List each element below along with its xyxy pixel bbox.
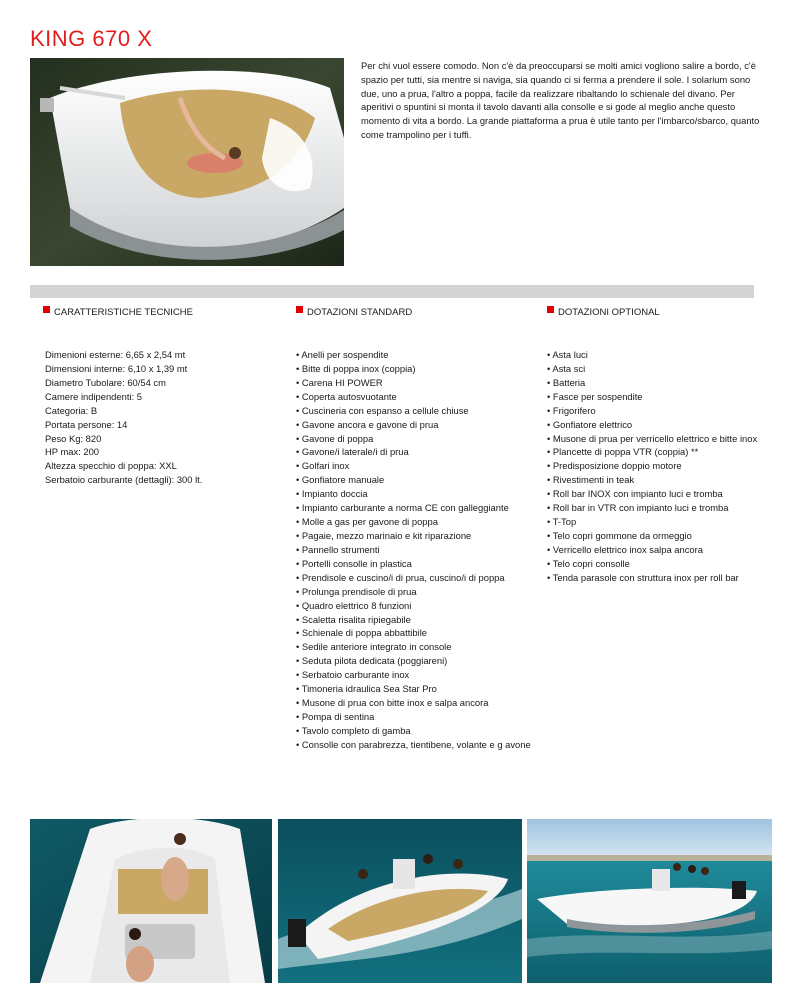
standard-equipment-list bbox=[296, 348, 536, 752]
list-item: • Bitte di poppa inox (coppia) bbox=[296, 362, 416, 374]
red-square-icon bbox=[547, 306, 554, 313]
list-item: • Scaletta risalita ripiegabile bbox=[296, 613, 411, 625]
list-item: • Roll bar INOX con impianto luci e tromba bbox=[547, 488, 723, 500]
list-item: • Gavone di poppa bbox=[296, 432, 374, 444]
list-item: Dimenioni esterne: 6,65 x 2,54 mt bbox=[45, 349, 186, 360]
list-item: • Telo copri consolle bbox=[547, 557, 630, 569]
boat-photo-1 bbox=[30, 819, 272, 983]
list-item: • Pannello strumenti bbox=[296, 543, 380, 555]
list-item: • Seduta pilota dedicata (poggiareni) bbox=[296, 655, 448, 667]
list-item: Camere indipendenti: 5 bbox=[45, 390, 142, 402]
hero-photo bbox=[30, 58, 344, 266]
list-item: • Cuscineria con espanso a cellule chiuse bbox=[296, 404, 469, 416]
list-item: • Carena HI POWER bbox=[296, 376, 383, 388]
list-item: • T-Top bbox=[547, 516, 577, 528]
standard-equipment-heading-label: DOTAZIONI STANDARD bbox=[307, 307, 413, 318]
list-item: • Musone di prua per verricello elettrico e bitte inox bbox=[547, 432, 758, 444]
optional-equipment-heading-label: DOTAZIONI OPTIONAL bbox=[558, 307, 660, 318]
list-item: • Telo copri gommone da ormeggio bbox=[547, 529, 692, 541]
list-item: • Schienale di poppa abbattibile bbox=[296, 627, 427, 639]
list-item: • Gavone ancora e gavone di prua bbox=[296, 418, 439, 430]
list-item: HP max: 200 bbox=[45, 446, 100, 458]
list-item: • Gavone/i laterale/i di prua bbox=[296, 446, 409, 458]
list-item: Peso Kg: 820 bbox=[45, 432, 102, 444]
red-square-icon bbox=[296, 306, 303, 313]
list-item: • Tavolo completo di gamba bbox=[296, 724, 411, 736]
boat-photo-3 bbox=[527, 819, 772, 983]
optional-equipment-column bbox=[547, 307, 787, 585]
section-divider bbox=[30, 285, 754, 298]
red-square-icon bbox=[43, 306, 50, 313]
list-item: • Rivestimenti in teak bbox=[547, 474, 635, 486]
list-item: • Asta sci bbox=[547, 362, 586, 374]
list-item: • Plancette di poppa VTR (coppia) ** bbox=[547, 446, 699, 458]
list-item: • Pompa di sentina bbox=[296, 710, 375, 722]
list-item: • Prolunga prendisole di prua bbox=[296, 585, 417, 597]
list-item: • Pagaie, mezzo marinaio e kit riparazione bbox=[296, 529, 472, 541]
list-item: Serbatoio carburante (dettagli): 300 lt. bbox=[45, 474, 203, 486]
list-item: Portata persone: 14 bbox=[45, 418, 128, 430]
boat-photo-2 bbox=[278, 819, 522, 983]
list-item: • Anelli per sospendite bbox=[296, 349, 389, 360]
list-item: • Impianto carburante a norma CE con galleggiante bbox=[296, 502, 509, 514]
optional-equipment-heading bbox=[547, 307, 787, 319]
list-item: • Golfari inox bbox=[296, 460, 350, 472]
list-item: • Timoneria idraulica Sea Star Pro bbox=[296, 683, 437, 695]
tech-specs-heading bbox=[43, 307, 275, 319]
list-item: Altezza specchio di poppa: XXL bbox=[45, 460, 177, 472]
list-item: • Gonfiatore manuale bbox=[296, 474, 385, 486]
list-item: • Fasce per sospendite bbox=[547, 390, 643, 402]
tech-specs-list bbox=[45, 348, 275, 487]
optional-equipment-list bbox=[547, 348, 787, 585]
list-item: • Coperta autosvuotante bbox=[296, 390, 397, 402]
list-item: • Serbatoio carburante inox bbox=[296, 669, 410, 681]
tech-specs-heading-label: CARATTERISTICHE TECNICHE bbox=[54, 307, 193, 318]
list-item: • Impianto doccia bbox=[296, 488, 368, 500]
list-item: Diametro Tubolare: 60/54 cm bbox=[45, 376, 166, 388]
list-item: • Molle a gas per gavone di poppa bbox=[296, 516, 438, 528]
list-item: • Frigorifero bbox=[547, 404, 596, 416]
list-item: • Consolle con parabrezza, tientibene, volante e g avone bbox=[296, 738, 531, 750]
standard-equipment-column bbox=[296, 307, 536, 752]
list-item: • Predisposizione doppio motore bbox=[547, 460, 682, 472]
list-item: • Tenda parasole con struttura inox per roll bar bbox=[547, 571, 739, 583]
list-item: • Gonfiatore elettrico bbox=[547, 418, 633, 430]
list-item: • Batteria bbox=[547, 376, 586, 388]
list-item: • Musone di prua con bitte inox e salpa ancora bbox=[296, 697, 489, 709]
list-item: Categoria: B bbox=[45, 404, 98, 416]
list-item: • Prendisole e cuscino/i di prua, cuscino/i di poppa bbox=[296, 571, 505, 583]
page-title: KING 670 X bbox=[30, 26, 153, 51]
list-item: • Portelli consolle in plastica bbox=[296, 557, 412, 569]
list-item: • Verricello elettrico inox salpa ancora bbox=[547, 543, 703, 555]
list-item: Dimensioni interne: 6,10 x 1,39 mt bbox=[45, 362, 188, 374]
list-item: • Roll bar in VTR con impianto luci e tromba bbox=[547, 502, 729, 514]
tech-specs-column bbox=[45, 307, 275, 487]
list-item: • Asta luci bbox=[547, 349, 588, 360]
intro-text: Per chi vuol essere comodo. Non c'è da preoccuparsi se molti amici vogliono salire a bordo, c'è spazio per tutti, sia mentre si naviga, sia quando ci si ferma a prendere il sole. I solarium sono due, uno a prua, l'altro a poppa, facile da realizzare ribaltando lo schienale del divano. Per aperitivi o spuntini si monta il tavolo davanti alla consolle e si gode al meglio anche questo momento di vita a bordo. La grande piattaforma a prua è utile tanto per l'imbarco/sbarco, quanto come trampolino per i tuffi. bbox=[361, 60, 760, 140]
list-item: • Quadro elettrico 8 funzioni bbox=[296, 599, 412, 611]
standard-equipment-heading bbox=[296, 307, 536, 319]
list-item: • Sedile anteriore integrato in console bbox=[296, 641, 452, 653]
